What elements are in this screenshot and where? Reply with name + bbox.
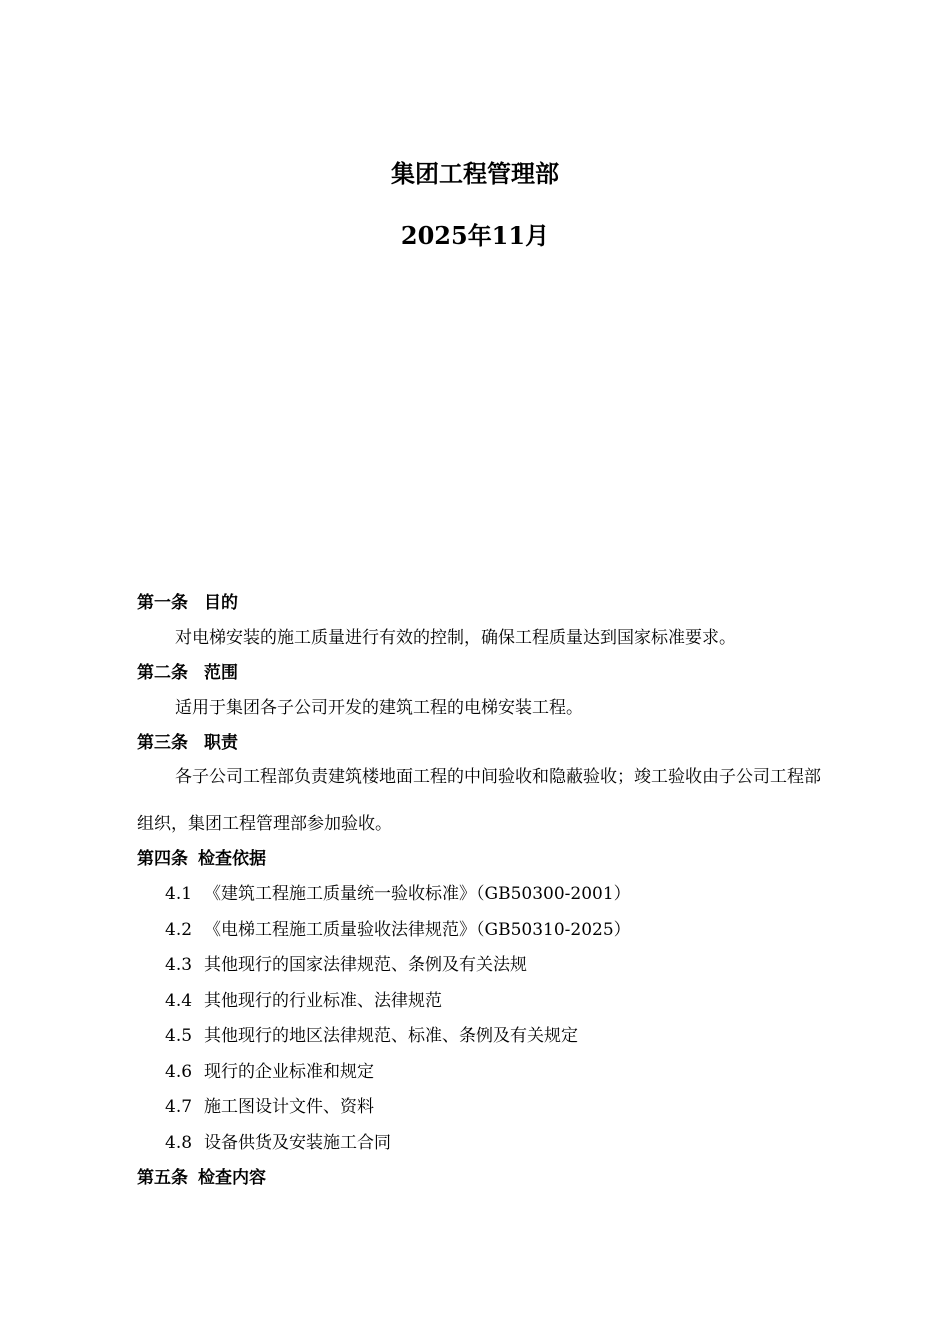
article-title: 检查内容	[198, 1168, 266, 1188]
basis-item-index: 4.5	[165, 1026, 193, 1046]
article-number: 第一条	[137, 593, 188, 613]
basis-item-text: 设备供货及安装施工合同	[204, 1132, 391, 1153]
basis-item-index: 4.2	[165, 919, 193, 940]
organization-title: 集团工程管理部	[391, 159, 559, 188]
article-number: 第四条	[137, 849, 188, 869]
document-body	[137, 591, 827, 1201]
basis-item-index: 4.6	[165, 1061, 193, 1082]
article-number: 第三条	[137, 733, 188, 753]
basis-item	[137, 1131, 827, 1155]
basis-item	[137, 1060, 827, 1084]
article-title: 检查依据	[198, 849, 266, 869]
basis-item-index: 4.1	[165, 884, 193, 904]
article-number: 第五条	[137, 1168, 188, 1188]
basis-item-text: 其他现行的行业标准、法律规范	[204, 990, 442, 1011]
basis-item-text: 其他现行的地区法律规范、标准、条例及有关规定	[204, 1026, 578, 1046]
basis-item-index: 4.3	[165, 955, 193, 975]
basis-item-text: 施工图设计文件、资料	[204, 1097, 374, 1117]
article-heading-4	[137, 847, 827, 871]
article-heading-5	[137, 1166, 827, 1190]
article-title: 范围	[204, 663, 238, 683]
article-title: 目的	[204, 593, 238, 613]
basis-item	[137, 989, 827, 1013]
article-body-3: 各子公司工程部负责建筑楼地面工程的中间验收和隐蔽验收；竣工验收由子公司工程部组织，集团工程管理部参加验收。	[137, 767, 821, 834]
basis-item	[137, 1024, 827, 1048]
basis-item-index: 4.8	[165, 1132, 193, 1153]
basis-item	[137, 882, 827, 906]
article-body-1: 对电梯安装的施工质量进行有效的控制，确保工程质量达到国家标准要求。	[175, 628, 736, 648]
article-title: 职责	[204, 733, 238, 753]
document-date: 2025年11月	[400, 221, 550, 250]
basis-item-index: 4.4	[165, 990, 193, 1011]
article-body-2: 适用于集团各子公司开发的建筑工程的电梯安装工程。	[175, 698, 583, 718]
basis-item	[137, 953, 827, 977]
basis-item	[137, 1095, 827, 1119]
basis-item	[137, 918, 827, 942]
article-number: 第二条	[137, 663, 188, 683]
basis-item-index: 4.7	[165, 1097, 193, 1117]
basis-item-text: 《电梯工程施工质量验收法律规范》（GB50310-2025）	[204, 919, 631, 940]
basis-item-text: 现行的企业标准和规定	[204, 1061, 374, 1082]
article-heading-3	[137, 731, 827, 755]
article-heading-2	[137, 661, 827, 685]
article-heading-1	[137, 591, 827, 615]
basis-item-text: 其他现行的国家法律规范、条例及有关法规	[204, 955, 527, 975]
basis-item-text: 《建筑工程施工质量统一验收标准》（GB50300-2001）	[204, 884, 631, 904]
